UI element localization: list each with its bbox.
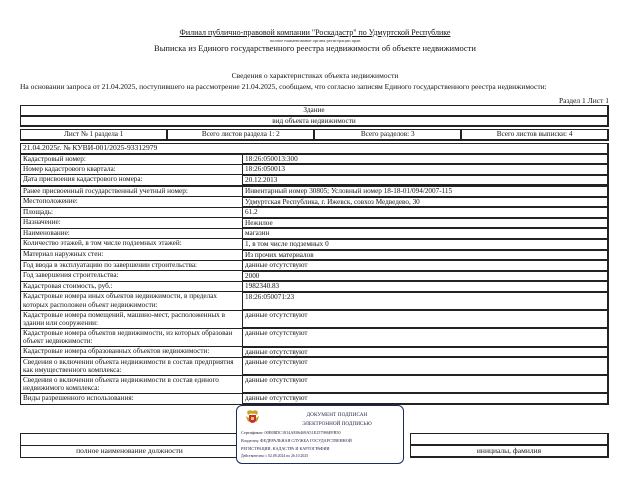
object-name: магазин [243,228,609,239]
object-type-block [20,105,609,127]
location: Удмуртская Республика, г. Ижевск, совхоз Медведево, 30 [243,197,609,208]
row-label: Год завершения строительства: [21,271,243,282]
name-field [411,434,609,446]
stamp-validity: Действителен: с 02.08.2024 по 26.10.2025 [241,454,309,458]
complex-inclusion: данные отсутствуют [243,375,609,393]
request-basis-text: На основании запроса от 21.04.2025, поступившего на рассмотрение 21.04.2025, сообщаем, что согласно записям Единого государственного реестра недвижимости: [20,82,547,91]
row-label: Назначение: [21,218,243,229]
table-row [21,218,609,229]
identifiers-table [20,143,609,186]
position-field [21,434,239,446]
table-row [21,260,609,271]
row-label: Номер кадастрового квартала: [21,164,243,175]
row-label: Ранее присвоенный государственный учетный номер: [21,187,243,197]
parent-cadastral-numbers: 18:26:050071:23 [243,292,609,310]
stamp-certificate: Сертификат: 00E0BDC1814AE06469A51E257986EFB50 [241,430,341,435]
sheet-number: Лист № 1 раздела 1 [21,130,168,140]
row-label: Сведения о включении объекта недвижимости в состав предприятия как имущественного комплекса: [21,357,243,375]
table-row [21,357,609,375]
purpose: Нежилое [243,218,609,229]
row-label: Кадастровая стоимость, руб.: [21,281,243,292]
total-sheets: Всего листов выписки: 4 [461,130,608,140]
object-type-caption: вид объекта недвижимости [21,116,609,127]
row-label: Количество этажей, в том числе подземных этажей: [21,239,243,250]
registry-org-name: Филиал публично-правовой компании "Роскадастр" по Удмуртской Республике [179,28,451,37]
row-label: Наименование: [21,228,243,239]
floor-count: 1, в том числе подземных 0 [243,239,609,250]
assignment-date: 20.12.2013 [243,175,609,186]
row-label: Кадастровые номера объектов недвижимости, из которых образован объект недвижимости: [21,328,243,346]
object-type: Здание [21,106,609,116]
stamp-owner: Владелец: ФЕДЕРАЛЬНАЯ СЛУЖБА ГОСУДАРСТВЕННОЙ [241,438,352,443]
total-sections: Всего разделов: 3 [314,130,461,140]
derived-cadastral-numbers: данные отсутствуют [243,347,609,358]
stamp-owner-continued: РЕГИСТРАЦИИ, КАДАСТРА И КАРТОГРАФИИ [241,446,330,451]
row-label: Площадь: [21,207,243,218]
table-row [21,375,609,393]
stamp-title-line2: ЭЛЕКТРОННОЙ ПОДПИСЬЮ [302,421,372,427]
request-reference: 21.04.2025г. № КУВИ-001/2025-93312979 [21,144,609,154]
row-label: Кадастровые номера образованных объектов недвижимости: [21,347,243,358]
name-caption: инициалы, фамилия [411,445,609,457]
row-label: Кадастровые номера помещений, машино-мест, расположенных в здании или сооружении: [21,310,243,328]
characteristics-table [20,186,609,405]
table-row [21,164,609,175]
table-row [21,292,609,310]
table-row [21,310,609,328]
table-row [21,393,609,404]
page-reference: Раздел 1 Лист 1 [558,96,609,105]
stamp-title-line1: ДОКУМЕНТ ПОДПИСАН [306,412,368,418]
rosreestr-emblem-icon [245,409,260,426]
construction-year: 2000 [243,271,609,282]
table-row [21,347,609,358]
document-title: Выписка из Единого государственного реестра недвижимости об объекте недвижимости [154,43,476,53]
row-label: Виды разрешенного использования: [21,393,243,404]
table-row [21,228,609,239]
area: 61.2 [243,207,609,218]
commissioning-year: данные отсутствуют [243,260,609,271]
table-row [21,207,609,218]
row-label: Сведения о включении объекта недвижимости в состав единого недвижимого комплекса: [21,375,243,393]
row-label: Год ввода в эксплуатацию по завершении строительства: [21,260,243,271]
enterprise-inclusion: данные отсутствуют [243,357,609,375]
table-row [21,154,609,165]
cadastral-number: 18:26:050013:300 [243,154,609,165]
row-label: Дата присвоения кадастрового номера: [21,175,243,186]
table-row [21,175,609,186]
total-sheets-section: Всего листов раздела 1: 2 [167,130,314,140]
row-label: Кадастровый номер: [21,154,243,165]
previous-registration-number: Инвентарный номер 30805; Условный номер 18-18-01/094/2007-115 [243,187,609,197]
row-label: Кадастровые номера иных объектов недвижимости, в пределах которых расположен объект недвижимости: [21,292,243,310]
electronic-signature-stamp [236,405,404,464]
table-row [21,250,609,261]
cadastral-value: 1982340.83 [243,281,609,292]
table-row [21,187,609,197]
premises-cadastral-numbers: данные отсутствуют [243,310,609,328]
cadastral-quarter: 18:26:050013 [243,164,609,175]
row-label: Местоположение: [21,197,243,208]
sheet-info-block [20,129,609,141]
registry-org-caption: полное наименование органа регистрации прав [269,38,361,43]
table-row [21,271,609,282]
source-cadastral-numbers: данные отсутствуют [243,328,609,346]
wall-material: Из прочих материалов [243,250,609,261]
table-row [21,197,609,208]
table-row [21,328,609,346]
row-label: Материал наружных стен: [21,250,243,261]
section-title: Сведения о характеристиках объекта недвижимости [231,71,399,80]
table-row [21,281,609,292]
position-caption: полное наименование должности [21,445,239,457]
table-row [21,239,609,250]
permitted-use: данные отсутствуют [243,393,609,404]
